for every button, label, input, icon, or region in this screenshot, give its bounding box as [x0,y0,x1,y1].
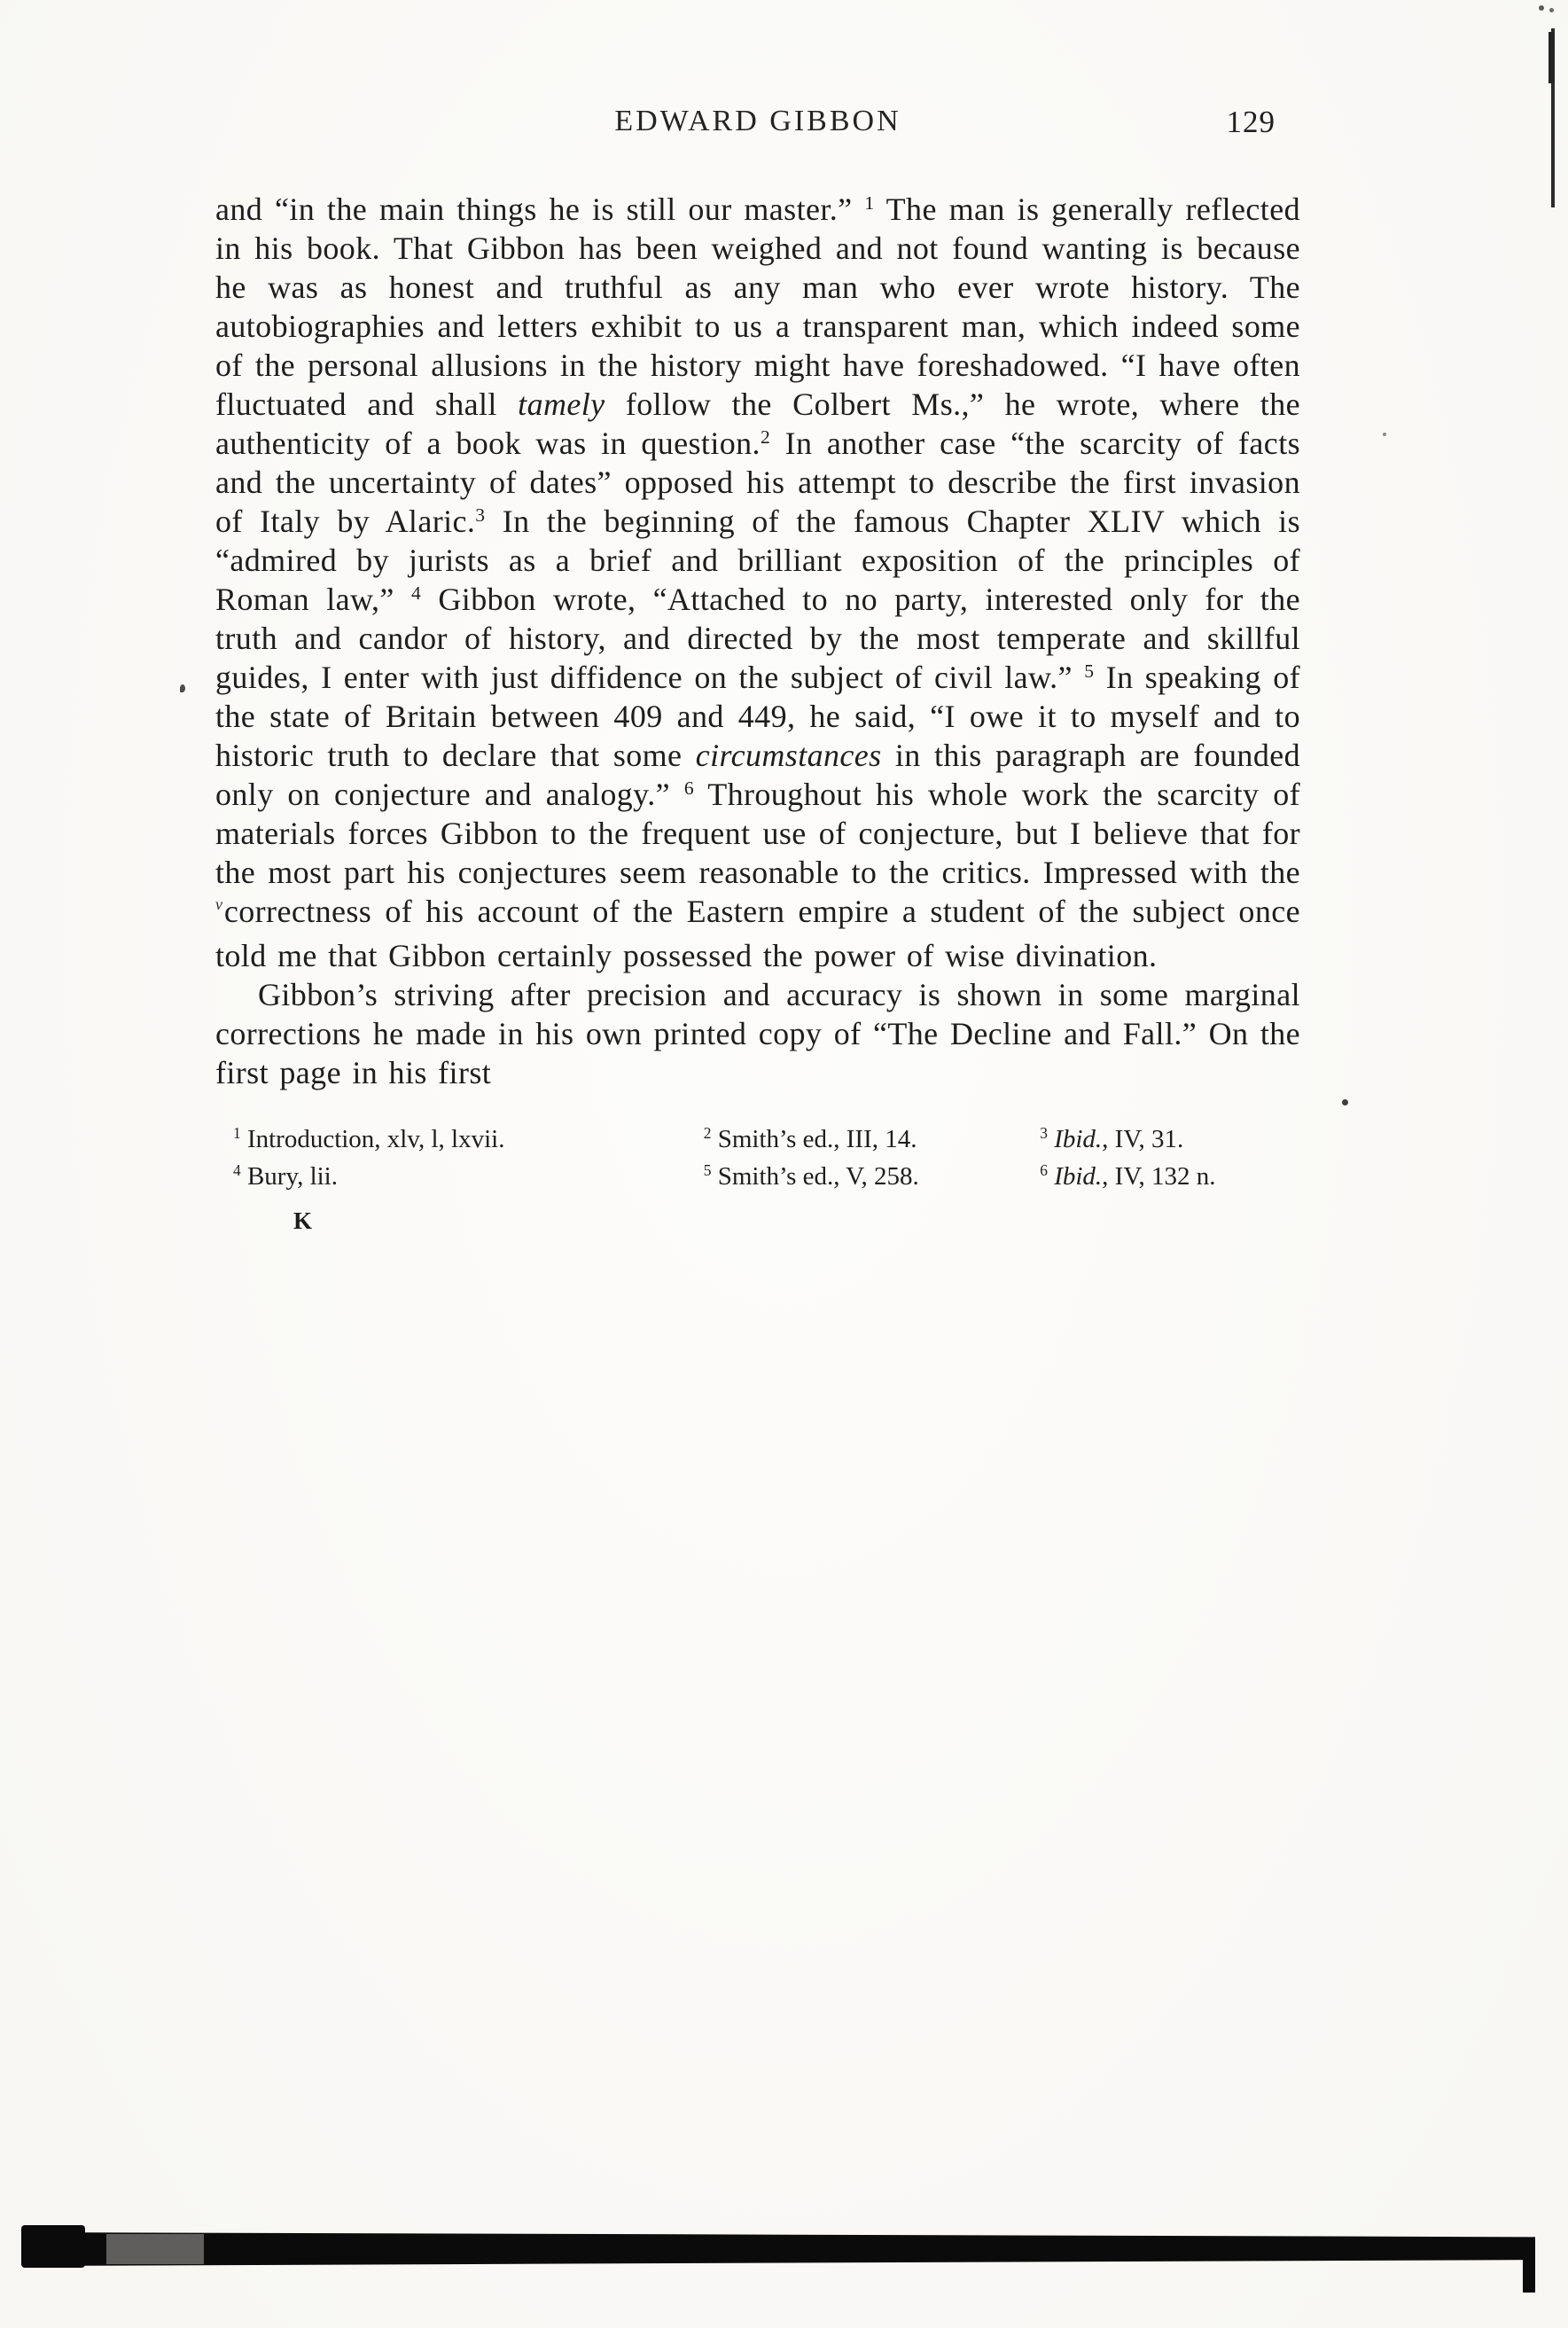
footnote-marker: 3 [475,504,486,527]
scan-artifact-corner-dot [1539,5,1544,11]
scan-artifact-vertical-line-thick [1548,32,1555,83]
footnote-row [215,1158,1300,1195]
paragraph [215,190,1300,975]
footnote [215,1158,704,1195]
signature-mark: K [293,1207,314,1234]
text-segment: Smith’s ed., III, 14. [711,1125,917,1153]
italic-text: circumstances [695,738,882,773]
text-segment: , IV, 132 n. [1102,1162,1216,1191]
footnote-marker: 4 [411,582,422,605]
running-title: EDWARD GIBBON [614,105,901,137]
paragraph [215,975,1300,1092]
page-header [215,105,1300,147]
page-number: 129 [1226,105,1275,139]
pen-mark-artifact: v [215,894,223,913]
footnote-marker: 6 [683,777,695,800]
footnote-marker: 2 [760,426,771,449]
footnote [215,1121,704,1158]
italic-text: tamely [518,387,605,422]
footnote-marker: 5 [703,1161,712,1180]
footnote-marker: 5 [1084,660,1095,683]
text-segment: Introduction, xlv, l, lxvii. [240,1125,505,1153]
scan-artifact-speck [180,684,185,692]
text-segment: Gibbon wrote, “Attached to no party, interested only for the truth and candor of history, and directed by the most temperate and skillful guides, I enter with just diffidence on the subject of civil law.” [215,582,1300,695]
scan-artifact-bar-patch [106,2234,204,2264]
text-segment: Throughout his whole work the scarcity of materials forces Gibbon to the frequent use of conjecture, but I believe that for the most part his conjectures seem reasonable to the critics. Impressed with the [215,777,1300,890]
italic-text: Ibid. [1054,1162,1103,1191]
text-segment: In another case “the scarcity of facts and the uncertainty of dates” opposed his attempt to describe the first invasion of Italy by Alaric. [215,426,1301,539]
body-paragraphs [215,190,1300,1092]
footnote [1040,1121,1300,1158]
footnote [1040,1158,1300,1195]
text-segment: Smith’s ed., V, 258. [711,1162,919,1191]
footnote-marker: 1 [864,192,875,215]
text-segment: Gibbon’s striving after precision and accuracy is shown in some marginal corrections he made in his own printed copy of “The Decline and Fall.” On the first page in his first [215,977,1300,1090]
scan-artifact-speck [1342,1099,1348,1105]
footnote-marker: 6 [1040,1161,1048,1180]
text-segment: follow the Colbert Ms.,” he wrote, where the authenticity of a book was in question. [215,387,1300,461]
text-segment: , IV, 31. [1102,1125,1184,1153]
scan-artifact-bar-tick [1523,2252,1535,2293]
text-segment: correctness of his account of the Eastern empire a student of the subject once told me that Gibbon certainly possessed the power of wise divination. [215,894,1300,973]
footnote-row [215,1121,1300,1158]
footnote-marker: 4 [233,1161,241,1180]
page-content [215,105,1300,1235]
scan-artifact-bar-blob [21,2225,85,2268]
text-segment: in this paragraph are founded only on conjecture and analogy.” [215,738,1300,812]
scan-artifact-corner-dot [1549,8,1554,12]
footnote-marker: 3 [1040,1124,1048,1143]
footnote-marker: 1 [233,1124,241,1143]
text-segment: In speaking of the state of Britain between 409 and 449, he said, “I owe it to myself and to historic truth to declare that some [215,660,1300,773]
footnotes [215,1121,1300,1195]
scan-artifact-bottom-bar [23,2232,1535,2266]
text-segment: Bury, lii. [240,1162,338,1191]
footnote [704,1158,1040,1195]
text-segment: The man is generally reflected in his book. That Gibbon has been weighed and not found wanting is because he was as honest and truthful as any man who ever wrote history. The autobiographies and letters exhibit to us a transparent man, which indeed some of the personal allusions in the history might have foreshadowed. “I have often fluctuated and shall [215,191,1300,422]
footnote-marker: 2 [703,1124,712,1143]
footnote [704,1121,1040,1158]
scan-artifact-speck [1383,433,1386,436]
text-segment: In the beginning of the famous Chapter XLIV which is “admired by jurists as a brief and brilliant exposition of the principles of Roman law,” [215,504,1300,617]
italic-text: Ibid. [1054,1125,1103,1153]
text-segment: and “in the main things he is still our master.” [215,191,865,227]
